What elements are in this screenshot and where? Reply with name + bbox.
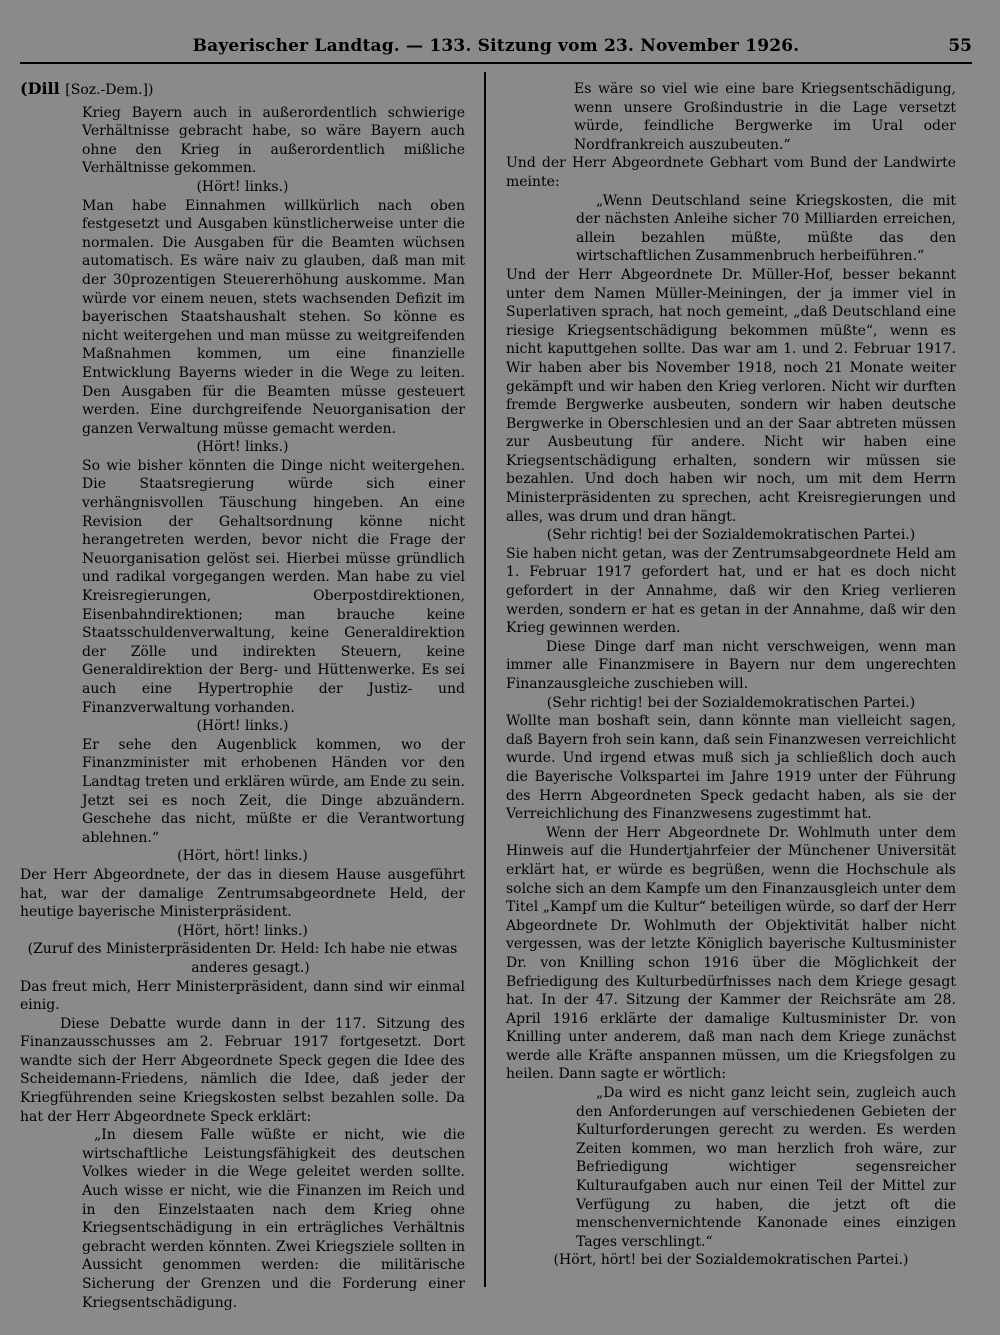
speaker-party: [Soz.-Dem.]) [65,82,154,98]
paragraph: Wollte man boshaft sein, dann könnte man vielleicht sagen, daß Bayern froh sein kann, daß sein Finanzwesen verreichlicht wurde. Und irgend etwas muß sich ja schließlich doch auch die Bayerische Volkspartei im Jahre 1919 unter der Führung des Herrn Abgeordneten Speck gedacht haben, als sie der Verreichlichung des Finanzwesens zugestimmt hat. [506,713,956,823]
speaker-name: (Dill [20,79,60,98]
speaker-line [20,80,465,100]
quotation: „In diesem Falle wüßte er nicht, wie die wirtschaftliche Leistungsfähigkeit des deutschen Volkes wieder in die Wege geleitet werden sollte. Auch wisse er nicht, wie die Finanzen im Reich und in den Einzelstaaten nach dem Krieg ohne Kriegsentschädigung in ein erträgliches Verhältnis gebracht werden könnten. Zwei Kriegsziele sollten in Aussicht genommen werden: die militärische Sicherung der Grenzen und die Forderung einer Kriegsentschädigung. [82,1127,465,1311]
interjection: (Sehr richtig! bei der Sozialdemokratischen Partei.) [546,527,916,544]
interjection: (Sehr richtig! bei der Sozialdemokratischen Partei.) [546,694,916,711]
paragraph: So wie bisher könnten die Dinge nicht weitergehen. Die Staatsregierung würde sich einer verhängnisvollen Täuschung hingeben. An eine Revision der Gehaltsordnung könne nicht herangetreten werden, bevor nicht die Frage der Neuorganisation gelöst sei. Hierbei müsse gründlich und radikal vorgegangen werden. Man habe zu viel Kreisregierungen, Oberpostdirektionen, Eisenbahndirektionen; man brauche keine Staatsschuldenverwaltung, keine Generaldirektion der Zölle und indirekten Steuern, keine Generaldirektion der Berg- und Hüttenwerke. Es sei auch eine Hypertrophie der Justiz- und Finanzverwaltung vorhanden. [82,457,465,716]
page-number: 55 [948,36,972,56]
page-header [20,36,972,64]
interjection: (Hört! links.) [196,178,289,195]
paragraph: Sie haben nicht getan, was der Zentrumsabgeordnete Held am 1. Februar 1917 gefordert hat, und er hat es doch nicht gefordert in der Annahme, daß wir den Krieg verlieren werden, sondern er hat es getan in der Annahme, daß wir den Krieg gewinnen werden. [506,545,956,637]
paragraph: Man habe Einnahmen willkürlich nach oben festgesetzt und Ausgaben künstlicherweise unter die normalen. Die Ausgaben für die Beamten wüchsen automatisch. Es wäre naiv zu glauben, daß man mit der 30prozentigen Steuererhöhung auskomme. Man würde vor einem neuen, stets wachsenden Defizit im bayerischen Staatshaushalt stehen. So könne es nicht weitergehen und man müsse zu weitgreifenden Maßnahmen kommen, um eine finanzielle Entwicklung Bayerns wieder in die Wege zu leiten. Den Ausgaben für die Beamten müsse gesteuert werden. Eine durchgreifende Neuorganisation der ganzen Verwaltung müsse gemacht werden. [82,197,465,437]
quotation: „Wenn Deutschland seine Kriegskosten, die mit der nächsten Anleihe sicher 70 Milliarden erreichen, allein bezahlen müßte, müßte das den wirtschaftlichen Zusammenbruch herbeiführen.“ [576,192,956,265]
interjection: (Hört! links.) [196,718,289,735]
interjection: (Zuruf des Ministerpräsidenten Dr. Held: Ich habe nie etwas anderes gesagt.) [27,941,458,976]
paragraph: Das freut mich, Herr Ministerpräsident, dann sind wir einmal einig. [20,978,465,1014]
interjection: (Hört, hört! links.) [177,848,308,865]
quotation: Es wäre so viel wie eine bare Kriegsentschädigung, wenn unsere Großindustrie in die Lage versetzt würde, feindliche Bergwerke im Ural oder Nordfrankreich auszubeuten.“ [574,81,956,153]
paragraph: Wenn der Herr Abgeordnete Dr. Wohlmuth unter dem Hinweis auf die Hundertjahrfeier der Münchener Universität erklärt hat, er würde es begrüßen, wenn die Hochschule als solche sich an dem Kampfe um den Finanzausgleich unter dem Titel „Kampf um die Kultur“ beteiligen würde, so darf der Herr Abgeordnete Dr. Wohlmuth der Objektivität halber nicht vergessen, was der letzte Königlich bayerische Kultusminister Dr. von Knilling schon 1916 über die Möglichkeit der Befriedigung des Kulturbedürfnisses nach dem Kriege gesagt hat. In der 47. Sitzung der Kammer der Reichsräte am 28. April 1916 erklärte der damalige Kultusminister Dr. von Knilling unter anderem, daß man nach dem Kriege zunächst werde alle Kräfte anspannen müssen, um die Kriegsfolgen zu heilen. Dann sagte er wörtlich: [506,824,956,1083]
paragraph: Und der Herr Abgeordnete Dr. Müller-Hof, besser bekannt unter dem Namen Müller-Meiningen, der ja immer viel in Superlativen sprach, hat noch gemeint, „daß Deutschland eine riesige Kriegsentschädigung bekommen müßte“, wenn es nicht kaputtgehen sollte. Das war am 1. und 2. Februar 1917. Wir haben aber bis November 1918, noch 21 Monate weiter gekämpft und wir haben den Krieg verloren. Nicht wir durften fremde Bergwerke ausbeuten, sondern wir haben deutsche Bergwerke in Oberschlesien und an der Saar abtreten müssen zur Ausbeutung für andere. Nicht wir haben eine Kriegsentschädigung erhalten, sondern wir müssen sie bezahlen. Und doch haben wir noch, um mit dem Herrn Ministerpräsidenten zu sprechen, acht Kreisregierungen und alles, was drum und dran hängt. [506,266,956,525]
paragraph: Krieg Bayern auch in außerordentlich schwierige Verhältnisse gebracht habe, so wäre Bayern auch ohne den Krieg in außerordentlich mißliche Verhältnisse gekommen. [82,104,465,177]
paragraph: Diese Dinge darf man nicht verschweigen, wenn man immer alle Finanzmisere in Bayern nur dem ungerechten Finanzausgleiche zuschieben will. [506,638,956,692]
header-title: Bayerischer Landtag. — 133. Sitzung vom 23. November 1926. [192,36,800,56]
paragraph: Er sehe den Augenblick kommen, wo der Finanzminister mit erhobenen Händen vor den Landtag treten und erklären würde, am Ende zu sein. Jetzt sei es noch Zeit, die Dinge abzuändern. Geschehe das nicht, müßte er die Verantwortung ablehnen.“ [82,736,465,846]
quotation: „Da wird es nicht ganz leicht sein, zugleich auch den Anforderungen auf verschiedenen Gebieten der Kulturforderungen gerecht zu werden. Es werden Zeiten kommen, wo man herzlich froh wäre, zur Befriedigung wichtiger segensreicher Kulturaufgaben auch nur einen Teil der Mittel zur Verfügung zu haben, die jetzt oft die menschenvernichtende Kanonade eines einzigen Tages verschlingt.“ [576,1085,956,1250]
interjection: (Hört, hört! bei der Sozialdemokratischen Partei.) [553,1252,909,1269]
paragraph: Der Herr Abgeordnete, der das in diesem Hause ausgeführt hat, war der damalige Zentrumsabgeordnete Held, der heutige bayerische Ministerpräsident. [20,866,465,921]
paragraph: Und der Herr Abgeordnete Gebhart vom Bund der Landwirte meinte: [506,155,956,190]
left-column [20,80,465,1312]
column-divider [484,72,486,1287]
paragraph: Diese Debatte wurde dann in der 117. Sitzung des Finanzausschusses am 2. Februar 1917 fortgesetzt. Dort wandte sich der Herr Abgeordnete Speck gegen die Idee des Scheidemann-Friedens, nämlich die Idee, daß jeder der Kriegführenden seine Kriegskosten selbst bezahlen solle. Da hat der Herr Abgeordnete Speck erklärt: [20,1015,465,1125]
interjection: (Hört, hört! links.) [177,922,308,939]
right-column [506,80,956,1270]
interjection: (Hört! links.) [196,439,289,456]
